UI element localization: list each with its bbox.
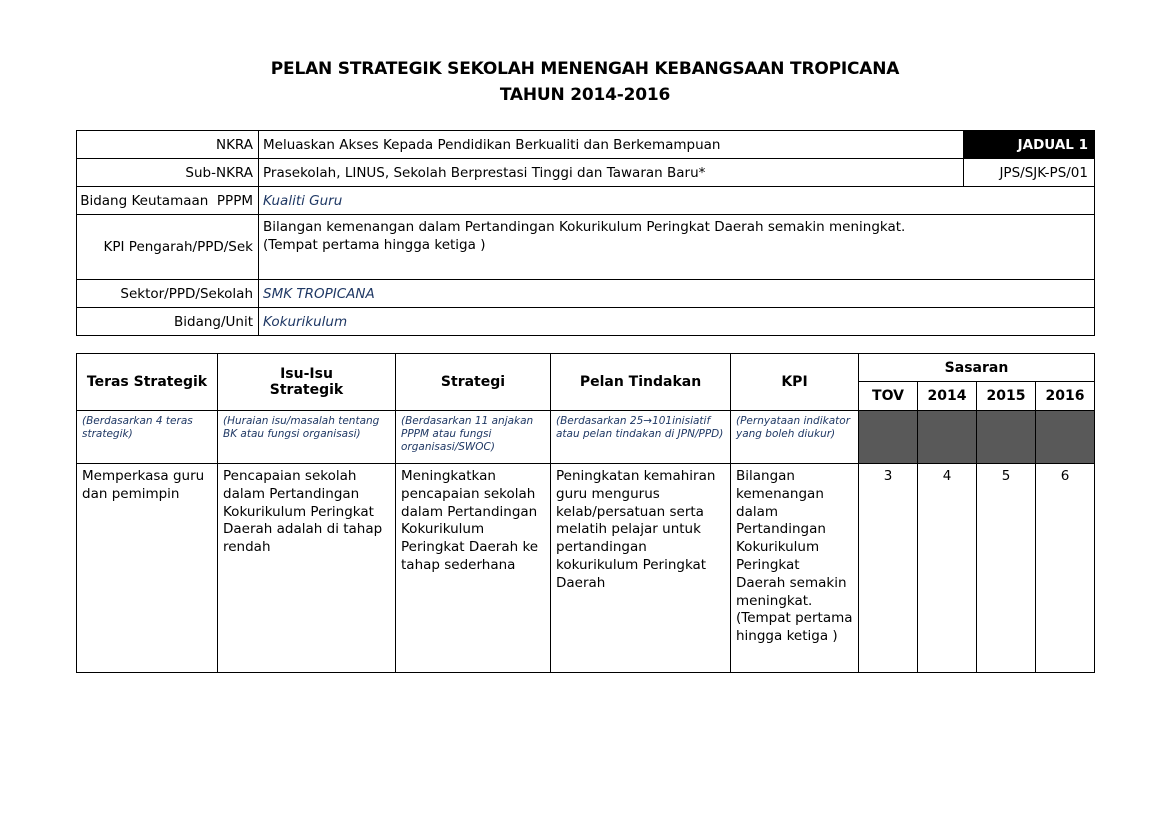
info-row-bidang-keutamaan bbox=[77, 187, 1095, 215]
jadual-badge: JADUAL 1 bbox=[964, 131, 1095, 159]
header-year-2015: 2015 bbox=[977, 382, 1036, 411]
header-pelan-tindakan: Pelan Tindakan bbox=[551, 354, 731, 411]
cell-teras: Memperkasa guru dan pemimpin bbox=[77, 464, 218, 673]
hint-teras: (Berdasarkan 4 teras strategik) bbox=[77, 411, 218, 464]
cell-kpi: Bilangan kemenangan dalam Pertandingan Kokurikulum Peringkat Daerah semakin meningkat. (Tempat pertama hingga ketiga ) bbox=[731, 464, 859, 673]
header-strategi: Strategi bbox=[396, 354, 551, 411]
header-year-2014: 2014 bbox=[918, 382, 977, 411]
info-label-nkra: NKRA bbox=[77, 131, 259, 159]
info-label-bidang-keutamaan: Bidang Keutamaan PPPM bbox=[77, 187, 259, 215]
header-isu-strategik bbox=[218, 354, 396, 411]
hint-pelan: (Berdasarkan 25→101inisiatif atau pelan tindakan di JPN/PPD) bbox=[551, 411, 731, 464]
info-value-kpi bbox=[259, 215, 1095, 280]
document-title: PELAN STRATEGIK SEKOLAH MENENGAH KEBANGSAAN TROPICANA bbox=[270, 59, 900, 79]
info-label-sektor: Sektor/PPD/Sekolah bbox=[77, 280, 259, 308]
header-year-tov: TOV bbox=[859, 382, 918, 411]
cell-target-2015: 5 bbox=[977, 464, 1036, 673]
header-isu-line2: Strategik bbox=[269, 382, 344, 398]
reference-code: JPS/SJK-PS/01 bbox=[964, 159, 1095, 187]
info-value-sektor: SMK TROPICANA bbox=[259, 280, 1095, 308]
info-value-bidang-unit: Kokurikulum bbox=[259, 308, 1095, 336]
header-year-2016: 2016 bbox=[1036, 382, 1095, 411]
info-row-sektor bbox=[77, 280, 1095, 308]
info-value-kpi-line1: Bilangan kemenangan dalam Pertandingan Kokurikulum Peringkat Daerah semakin meningkat. bbox=[263, 219, 906, 235]
hint-strategi: (Berdasarkan 11 anjakan PPPM atau fungsi organisasi/SWOC) bbox=[396, 411, 551, 464]
cell-isu: Pencapaian sekolah dalam Pertandingan Kokurikulum Peringkat Daerah adalah di tahap rendah bbox=[218, 464, 396, 673]
document-subtitle-year: TAHUN 2014-2016 bbox=[499, 85, 671, 105]
cell-target-2014: 4 bbox=[918, 464, 977, 673]
info-value-sub-nkra: Prasekolah, LINUS, Sekolah Berprestasi Tinggi dan Tawaran Baru* bbox=[259, 159, 964, 187]
info-label-kpi: KPI Pengarah/PPD/Sek bbox=[77, 215, 259, 280]
header-teras-strategik: Teras Strategik bbox=[77, 354, 218, 411]
hint-isu: (Huraian isu/masalah tentang BK atau fungsi organisasi) bbox=[218, 411, 396, 464]
cell-strategi: Meningkatkan pencapaian sekolah dalam Pertandingan Kokurikulum Peringkat Daerah ke tahap sederhana bbox=[396, 464, 551, 673]
info-label-sub-nkra: Sub-NKRA bbox=[77, 159, 259, 187]
header-sasaran: Sasaran bbox=[859, 354, 1095, 382]
plan-header-row bbox=[77, 354, 1095, 382]
info-value-nkra: Meluaskan Akses Kepada Pendidikan Berkualiti dan Berkemampuan bbox=[259, 131, 964, 159]
info-value-kpi-line2: (Tempat pertama hingga ketiga ) bbox=[263, 237, 486, 253]
cell-target-tov: 3 bbox=[859, 464, 918, 673]
cell-target-2016: 6 bbox=[1036, 464, 1095, 673]
hint-shaded-2015 bbox=[977, 411, 1036, 464]
strategic-plan-table bbox=[76, 353, 1095, 673]
header-kpi: KPI bbox=[731, 354, 859, 411]
plan-hint-row bbox=[77, 411, 1095, 464]
info-row-bidang-unit bbox=[77, 308, 1095, 336]
hint-shaded-2016 bbox=[1036, 411, 1095, 464]
hint-kpi: (Pernyataan indikator yang boleh diukur) bbox=[731, 411, 859, 464]
info-row-kpi bbox=[77, 215, 1095, 280]
hint-shaded-tov bbox=[859, 411, 918, 464]
info-row-sub-nkra bbox=[77, 159, 1095, 187]
table-row bbox=[77, 464, 1095, 673]
cell-pelan: Peningkatan kemahiran guru mengurus kelab/persatuan serta melatih pelajar untuk pertandingan kokurikulum Peringkat Daerah bbox=[551, 464, 731, 673]
header-isu-line1: Isu-Isu bbox=[280, 366, 333, 382]
info-value-bidang-keutamaan: Kualiti Guru bbox=[259, 187, 1095, 215]
hint-shaded-2014 bbox=[918, 411, 977, 464]
info-row-nkra bbox=[77, 131, 1095, 159]
info-table bbox=[76, 130, 1095, 336]
info-label-bidang-unit: Bidang/Unit bbox=[77, 308, 259, 336]
